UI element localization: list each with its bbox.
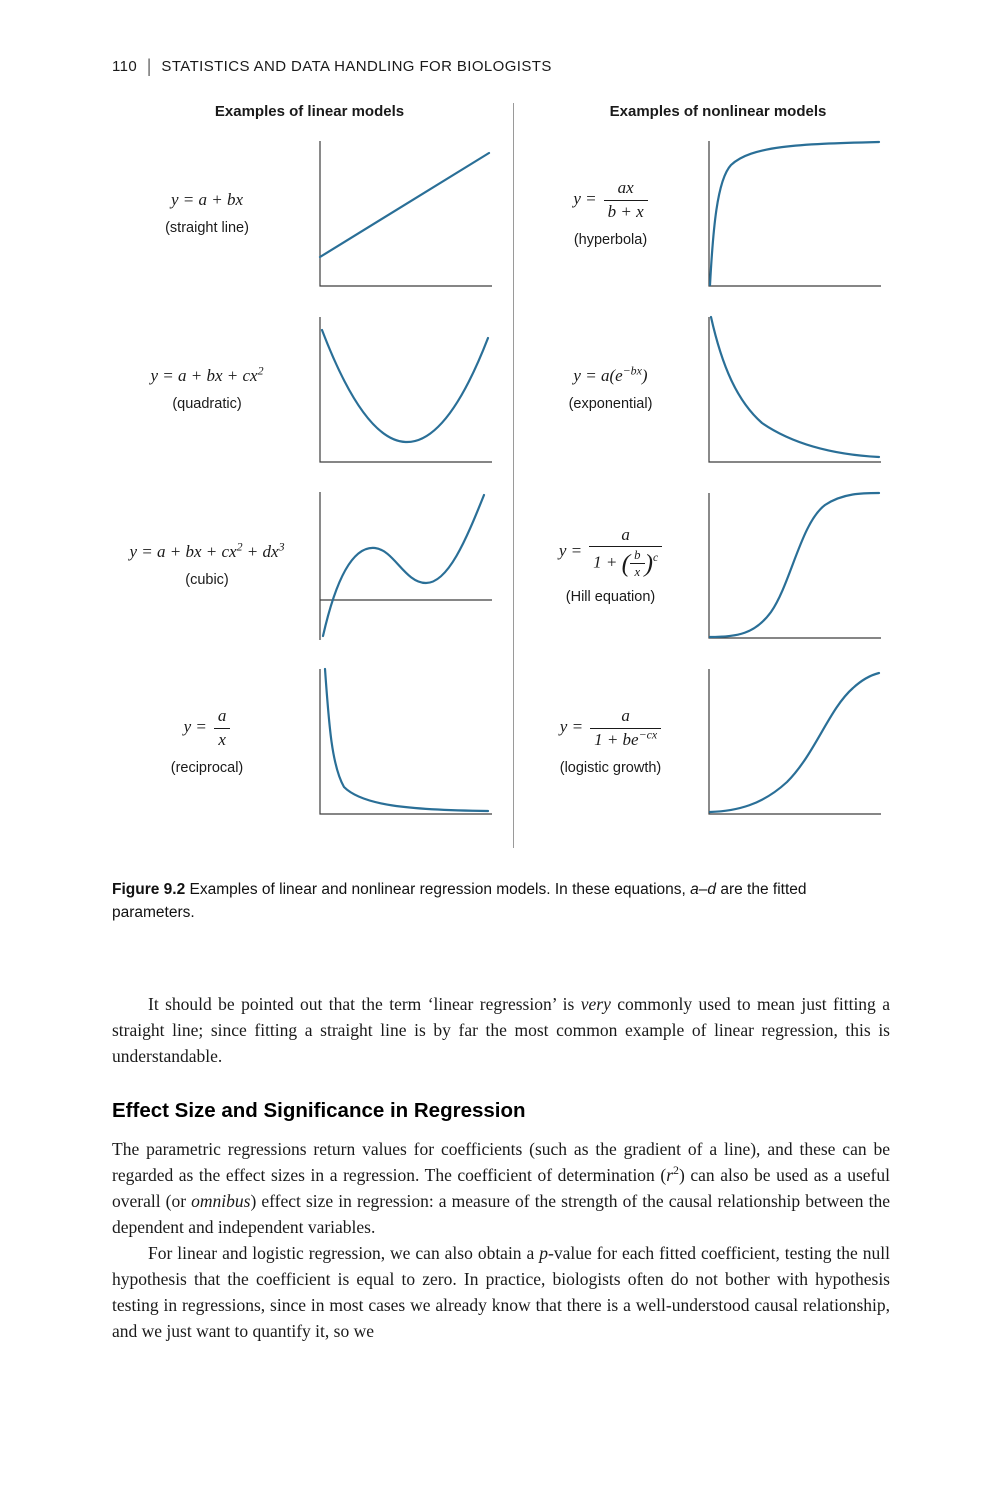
curve <box>710 673 879 812</box>
equation-logistic <box>560 706 661 750</box>
plot-exponential <box>707 314 882 464</box>
body-text-continued <box>112 1136 890 1345</box>
curve <box>320 153 489 257</box>
close-paren: ) <box>644 548 653 578</box>
model-row-hyperbola <box>514 138 922 288</box>
numerator: a <box>621 706 630 726</box>
exponent: c <box>653 550 659 564</box>
header-separator: | <box>147 55 152 78</box>
denominator-term: 1 + <box>593 552 622 572</box>
denominator: $1 + be^{-cx}$ <box>590 728 661 750</box>
denominator <box>589 546 662 579</box>
numerator: ax <box>617 178 634 198</box>
curve <box>325 669 488 811</box>
equation-reciprocal <box>184 706 231 750</box>
equation-exponential: $y = a(e^{-bx})$ <box>573 363 648 385</box>
plot-reciprocal <box>318 666 493 816</box>
book-page <box>0 55 1000 1493</box>
equation-prefix: y = <box>559 716 584 736</box>
inner-denominator: x <box>630 563 644 579</box>
model-row-exponential <box>514 314 922 464</box>
equation-prefix: y = <box>558 540 583 560</box>
numerator: a <box>217 706 227 726</box>
section-heading-effect-size: Effect Size and Significance in Regression <box>112 1098 526 1122</box>
fraction <box>589 525 662 579</box>
open-paren: ( <box>621 548 631 578</box>
model-label-exponential: (exponential) <box>568 396 653 412</box>
fraction <box>214 706 231 750</box>
curve <box>711 317 879 457</box>
model-row-quadratic <box>106 314 513 464</box>
plot-straight-line <box>318 138 493 288</box>
equation-block <box>524 706 707 776</box>
model-label-logistic: (logistic growth) <box>559 759 662 776</box>
plot-hill <box>707 490 882 640</box>
equation-hyperbola <box>573 178 647 222</box>
model-label-quadratic: (quadratic) <box>172 396 242 412</box>
page-number: 110 <box>112 58 138 75</box>
equation-cubic: y = a + bx + $cx^2 + dx^3$ <box>129 539 285 561</box>
model-row-cubic <box>106 490 513 640</box>
denominator: x <box>214 728 231 750</box>
model-row-reciprocal <box>106 666 513 816</box>
curve <box>322 330 488 442</box>
nonlinear-models-column <box>514 103 922 848</box>
body-text <box>112 991 890 1069</box>
equation-block <box>524 525 707 605</box>
equation-block <box>106 539 318 588</box>
equation-straight-line: y = a + bx <box>170 190 244 209</box>
plot-cubic <box>318 490 493 640</box>
model-row-logistic <box>514 666 922 816</box>
running-head-title: STATISTICS AND DATA HANDLING FOR BIOLOGISTS <box>161 58 552 75</box>
model-row-hill <box>514 490 922 640</box>
model-label-straight-line: (straight line) <box>165 220 249 236</box>
model-label-hyperbola: (hyperbola) <box>573 231 648 248</box>
equation-block <box>106 363 318 412</box>
model-label-reciprocal: (reciprocal) <box>170 759 244 776</box>
equation-hill <box>559 525 662 579</box>
axes <box>709 669 881 814</box>
linear-models-title: Examples of linear models <box>214 103 405 120</box>
figure-9-2 <box>106 103 922 848</box>
nonlinear-models-title: Examples of nonlinear models <box>609 103 827 120</box>
figure-caption: Figure 9.2 Examples of linear and nonlinear regression models. In these equations, a–d are the fitted parameters. <box>112 881 807 922</box>
curve <box>710 493 879 637</box>
model-label-cubic: (cubic) <box>185 572 229 588</box>
running-head <box>112 55 1000 78</box>
plot-hyperbola <box>707 138 882 288</box>
numerator: a <box>621 524 630 544</box>
curve <box>710 142 879 285</box>
equation-quadratic: y = a + bx + $cx^2$ <box>150 363 264 385</box>
inner-numerator: b <box>634 548 641 563</box>
equation-prefix: y = <box>183 716 207 736</box>
equation-block <box>106 190 318 236</box>
equation-block <box>524 363 707 412</box>
fraction <box>590 706 661 750</box>
paragraph-effect-size: The parametric regressions return values for coefficients (such as the gradient of a line), and these can be regarded as the effect sizes in a regression. The coefficient of determination $(r^2)$ can also be used as a useful overall (or omnibus) effect size in regression: a measure of the strength of the causal relationship between the dependent and independent variables. <box>112 1138 891 1237</box>
inner-fraction <box>630 548 644 579</box>
denominator: b + x <box>604 200 648 222</box>
axes <box>320 141 492 286</box>
axes <box>320 669 492 814</box>
plot-quadratic <box>318 314 493 464</box>
model-row-straight-line <box>106 138 513 288</box>
paragraph-p-value: For linear and logistic regression, we can also obtain a p-value for each fitted coefficient, testing the null hypothesis that the coefficient is equal to zero. In practice, biologists often do not bother with hypothesis testing in regressions, since in most cases we already know that there is a well-understood causal relationship, and we just want to quantify it, so we <box>112 1242 890 1342</box>
model-label-hill: (Hill equation) <box>565 589 656 606</box>
equation-prefix: y = <box>573 188 597 208</box>
curve <box>323 495 484 636</box>
axes <box>709 493 881 638</box>
axes <box>320 317 492 462</box>
fraction <box>604 178 648 222</box>
linear-models-column <box>106 103 514 848</box>
equation-block <box>524 178 707 248</box>
paragraph-linear-regression-note: It should be pointed out that the term ‘linear regression’ is very commonly used to mean just fitting a straight line; since fitting a straight line is by far the most common example of linear regression, this is understandable. <box>112 993 890 1066</box>
plot-logistic <box>707 666 882 816</box>
equation-block <box>106 706 318 776</box>
